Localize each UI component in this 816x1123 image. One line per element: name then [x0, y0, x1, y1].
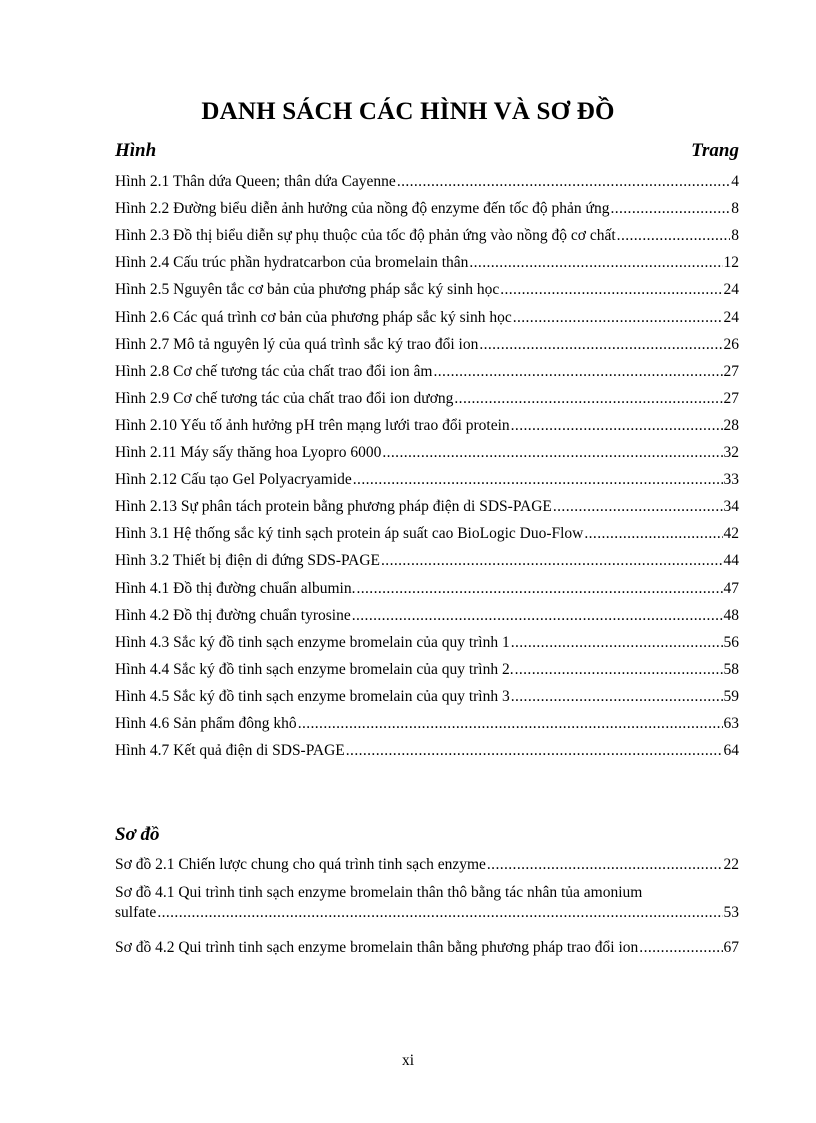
entry-title: Hình 2.12 Cấu tạo Gel Polyacryamide — [115, 471, 352, 488]
entry-title: Hình 4.2 Đồ thị đường chuẩn tyrosine — [115, 607, 351, 624]
entry-page-number: 34 — [723, 498, 739, 515]
entry-page-number: 12 — [723, 254, 739, 271]
dot-leader — [610, 199, 730, 219]
entry-page-number: 32 — [723, 444, 739, 461]
entry-title: Hình 2.6 Các quá trình cơ bản của phương pháp sắc ký sinh học — [115, 309, 512, 326]
dot-leader — [298, 714, 723, 734]
diagram-entry[interactable] — [115, 883, 739, 923]
entry-title: Hình 3.1 Hệ thống sắc ký tinh sạch protein áp suất cao BioLogic Duo-Flow — [115, 525, 584, 542]
figure-entry[interactable] — [115, 226, 739, 246]
dot-leader — [553, 497, 723, 517]
figure-entry[interactable] — [115, 335, 739, 355]
entry-page-number: 42 — [723, 525, 739, 542]
entry-title: Hình 2.4 Cấu trúc phần hydratcarbon của bromelain thân — [115, 254, 469, 271]
entry-title: Hình 4.4 Sắc ký đồ tinh sạch enzyme bromelain của quy trình 2. — [115, 661, 514, 678]
dot-leader — [353, 470, 723, 490]
entry-page-number: 33 — [723, 471, 739, 488]
dot-leader — [511, 416, 723, 436]
entry-page-number: 44 — [723, 552, 739, 569]
dot-leader — [346, 741, 723, 761]
figure-entry[interactable] — [115, 497, 739, 517]
entry-page-number: 56 — [723, 634, 739, 651]
entry-title: Sơ đồ 4.1 Qui trình tinh sạch enzyme bromelain thân thô bằng tác nhân tủa amonium — [115, 884, 643, 901]
column-header — [115, 140, 739, 164]
entry-title: Hình 2.11 Máy sấy thăng hoa Lyopro 6000 — [115, 444, 382, 461]
figure-entry[interactable] — [115, 551, 739, 571]
figure-entry[interactable] — [115, 714, 739, 734]
page-number: xi — [401, 1052, 415, 1069]
dot-leader — [511, 687, 723, 707]
dot-leader — [487, 855, 723, 875]
figure-entry[interactable] — [115, 524, 739, 544]
dot-leader — [511, 633, 723, 653]
entry-page-number: 4 — [731, 173, 739, 190]
entry-title: Hình 2.13 Sự phân tách protein bằng phương pháp điện di SDS-PAGE — [115, 498, 552, 515]
figure-entry[interactable] — [115, 362, 739, 382]
entry-page-number: 59 — [723, 688, 739, 705]
dot-leader — [513, 308, 723, 328]
entry-page-number: 24 — [723, 281, 739, 298]
figure-entry[interactable] — [115, 660, 739, 680]
entry-title: Hình 4.5 Sắc ký đồ tinh sạch enzyme bromelain của quy trình 3 — [115, 688, 510, 705]
diagram-entry[interactable] — [115, 938, 739, 958]
figure-entry[interactable] — [115, 172, 739, 192]
entry-page-number: 26 — [723, 336, 739, 353]
entry-title: Hình 2.7 Mô tả nguyên lý của quá trình sắc ký trao đổi ion — [115, 336, 479, 353]
dot-leader — [584, 524, 722, 544]
entry-title: Hình 4.6 Sản phẩm đông khô — [115, 715, 297, 732]
entry-page-number: 27 — [723, 390, 739, 407]
dot-leader — [515, 660, 723, 680]
figure-entry[interactable] — [115, 253, 739, 273]
dot-leader — [381, 551, 722, 571]
dot-leader — [639, 938, 722, 958]
figure-entry[interactable] — [115, 687, 739, 707]
dot-leader — [352, 606, 723, 626]
entry-title: Sơ đồ 2.1 Chiến lược chung cho quá trình tinh sạch enzyme — [115, 856, 486, 873]
entry-page-number: 63 — [723, 715, 739, 732]
figure-entry[interactable] — [115, 389, 739, 409]
figure-entry[interactable] — [115, 199, 739, 219]
dot-leader — [500, 280, 722, 300]
entry-page-number: 48 — [723, 607, 739, 624]
figure-entry[interactable] — [115, 470, 739, 490]
entry-title: Hình 3.2 Thiết bị điện di đứng SDS-PAGE — [115, 552, 381, 569]
entry-page-number: 28 — [723, 417, 739, 434]
page-column-label: Trang — [691, 140, 739, 161]
figure-entry[interactable] — [115, 579, 739, 599]
page-title: DANH SÁCH CÁC HÌNH VÀ SƠ ĐỒ — [201, 98, 615, 125]
dot-leader — [356, 579, 722, 599]
dot-leader — [382, 443, 722, 463]
dot-leader — [454, 389, 722, 409]
entry-page-number: 58 — [723, 661, 739, 678]
entry-page-number: 8 — [731, 227, 739, 244]
entry-title: Hình 2.2 Đường biểu diễn ảnh hưởng của nồng độ enzyme đến tốc độ phản ứng — [115, 200, 610, 217]
figure-entry[interactable] — [115, 308, 739, 328]
dot-leader — [617, 226, 731, 246]
entry-title: Hình 4.7 Kết quả điện di SDS-PAGE — [115, 742, 345, 759]
entry-title: Hình 2.9 Cơ chế tương tác của chất trao đổi ion dương — [115, 390, 454, 407]
entry-page-number: 27 — [723, 363, 739, 380]
figure-entry[interactable] — [115, 443, 739, 463]
entry-page-number: 47 — [723, 580, 739, 597]
dot-leader — [469, 253, 722, 273]
entry-title: Hình 4.1 Đồ thị đường chuẩn albumin. — [115, 580, 356, 597]
figure-entry[interactable] — [115, 280, 739, 300]
entry-title: Hình 2.1 Thân dứa Queen; thân dứa Cayenne — [115, 173, 396, 190]
entry-title-continued: sulfate — [115, 904, 157, 921]
entry-page-number: 8 — [731, 200, 739, 217]
dot-leader — [397, 172, 730, 192]
dot-leader — [157, 903, 722, 923]
figure-entry[interactable] — [115, 633, 739, 653]
figure-entry[interactable] — [115, 416, 739, 436]
diagram-entry[interactable] — [115, 855, 739, 875]
entry-title: Hình 2.8 Cơ chế tương tác của chất trao đổi ion âm — [115, 363, 433, 380]
entry-title: Hình 2.3 Đồ thị biểu diễn sự phụ thuộc của tốc độ phản ứng vào nồng độ cơ chất — [115, 227, 616, 244]
entry-title: Sơ đồ 4.2 Qui trình tinh sạch enzyme bromelain thân bằng phương pháp trao đổi ion — [115, 939, 639, 956]
figure-entry[interactable] — [115, 741, 739, 761]
entry-title: Hình 4.3 Sắc ký đồ tinh sạch enzyme bromelain của quy trình 1 — [115, 634, 510, 651]
entry-page-number: 24 — [723, 309, 739, 326]
entry-page-number: 22 — [723, 856, 739, 873]
entry-page-number: 67 — [723, 939, 739, 956]
entry-title: Hình 2.10 Yếu tố ảnh hưởng pH trên mạng lưới trao đổi protein — [115, 417, 510, 434]
entry-title: Hình 2.5 Nguyên tắc cơ bản của phương pháp sắc ký sinh học — [115, 281, 500, 298]
dot-leader — [479, 335, 722, 355]
entry-page-number: 64 — [723, 742, 739, 759]
diagrams-heading: Sơ đồ — [115, 824, 160, 845]
figures-column-label: Hình — [115, 140, 157, 161]
entry-page-number: 53 — [723, 904, 739, 921]
dot-leader — [434, 362, 723, 382]
figure-entry[interactable] — [115, 606, 739, 626]
